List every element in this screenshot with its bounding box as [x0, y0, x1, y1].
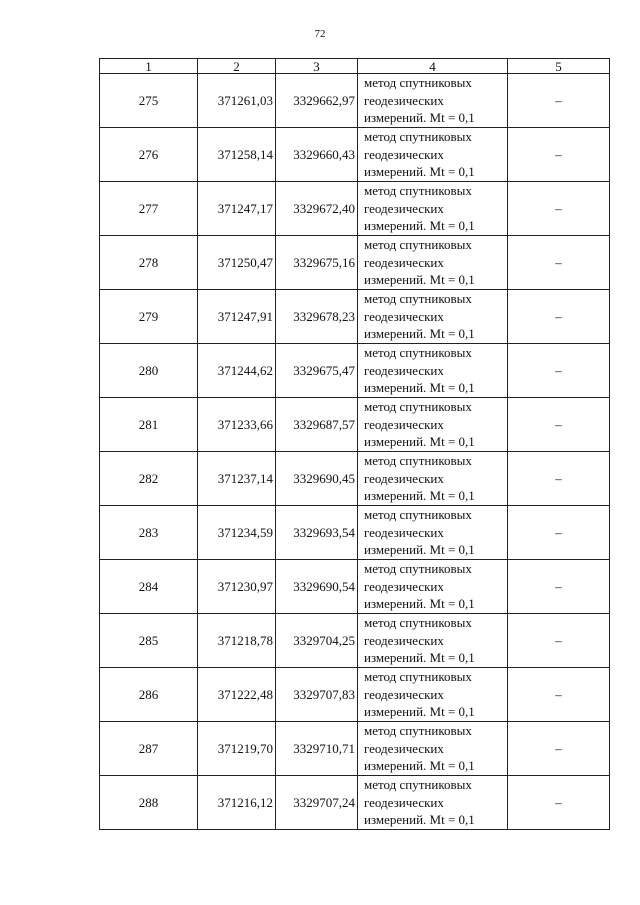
x-coordinate-cell: 371244,62 [198, 344, 276, 398]
x-coordinate-cell: 371234,59 [198, 506, 276, 560]
table-row [100, 776, 610, 830]
method-line-1: метод спутниковых [364, 291, 472, 307]
method-line-1: метод спутниковых [364, 615, 472, 631]
x-coordinate-cell: 371237,14 [198, 452, 276, 506]
table-header-row [100, 59, 610, 74]
method-cell [358, 128, 508, 182]
method-line-2: геодезических [364, 92, 444, 108]
point-number-cell: 278 [100, 236, 198, 290]
point-number-cell: 281 [100, 398, 198, 452]
point-number-cell: 285 [100, 614, 198, 668]
x-coordinate-cell: 371216,12 [198, 776, 276, 830]
column-5-cell: – [508, 344, 610, 398]
method-line-1: метод спутниковых [364, 183, 472, 199]
column-5-cell: – [508, 290, 610, 344]
method-line-1: метод спутниковых [364, 777, 472, 793]
x-coordinate-cell: 371222,48 [198, 668, 276, 722]
method-line-3: измерений. Mt = 0,1 [364, 110, 475, 126]
method-line-3: измерений. Mt = 0,1 [364, 218, 475, 234]
column-5-cell: – [508, 452, 610, 506]
point-number-cell: 280 [100, 344, 198, 398]
y-coordinate-cell: 3329678,23 [276, 290, 358, 344]
column-header-4: 4 [358, 59, 508, 74]
method-line-2: геодезических [364, 200, 444, 216]
point-number-cell: 284 [100, 560, 198, 614]
point-number-cell: 283 [100, 506, 198, 560]
y-coordinate-cell: 3329710,71 [276, 722, 358, 776]
point-number-cell: 287 [100, 722, 198, 776]
point-number-cell: 279 [100, 290, 198, 344]
table-row [100, 182, 610, 236]
method-cell [358, 236, 508, 290]
method-line-2: геодезических [364, 686, 444, 702]
method-line-1: метод спутниковых [364, 723, 472, 739]
method-line-1: метод спутниковых [364, 669, 472, 685]
column-5-cell: – [508, 74, 610, 128]
method-line-2: геодезических [364, 416, 444, 432]
method-line-1: метод спутниковых [364, 345, 472, 361]
point-number-cell: 286 [100, 668, 198, 722]
x-coordinate-cell: 371247,91 [198, 290, 276, 344]
method-line-3: измерений. Mt = 0,1 [364, 758, 475, 774]
method-line-3: измерений. Mt = 0,1 [364, 542, 475, 558]
method-line-2: геодезических [364, 362, 444, 378]
method-cell [358, 668, 508, 722]
method-line-1: метод спутниковых [364, 561, 472, 577]
y-coordinate-cell: 3329675,47 [276, 344, 358, 398]
method-line-2: геодезических [364, 632, 444, 648]
method-line-3: измерений. Mt = 0,1 [364, 488, 475, 504]
method-line-3: измерений. Mt = 0,1 [364, 326, 475, 342]
column-header-1: 1 [100, 59, 198, 74]
method-line-2: геодезических [364, 308, 444, 324]
point-number-cell: 288 [100, 776, 198, 830]
method-line-2: геодезических [364, 794, 444, 810]
x-coordinate-cell: 371247,17 [198, 182, 276, 236]
method-cell [358, 74, 508, 128]
y-coordinate-cell: 3329672,40 [276, 182, 358, 236]
method-line-3: измерений. Mt = 0,1 [364, 812, 475, 828]
column-5-cell: – [508, 236, 610, 290]
table-row [100, 290, 610, 344]
x-coordinate-cell: 371230,97 [198, 560, 276, 614]
y-coordinate-cell: 3329693,54 [276, 506, 358, 560]
column-5-cell: – [508, 614, 610, 668]
method-line-3: измерений. Mt = 0,1 [364, 164, 475, 180]
method-cell [358, 398, 508, 452]
x-coordinate-cell: 371218,78 [198, 614, 276, 668]
method-line-3: измерений. Mt = 0,1 [364, 596, 475, 612]
method-line-1: метод спутниковых [364, 237, 472, 253]
method-line-3: измерений. Mt = 0,1 [364, 272, 475, 288]
column-5-cell: – [508, 398, 610, 452]
x-coordinate-cell: 371250,47 [198, 236, 276, 290]
column-5-cell: – [508, 776, 610, 830]
point-number-cell: 275 [100, 74, 198, 128]
column-5-cell: – [508, 128, 610, 182]
page-number: 72 [314, 28, 326, 40]
method-cell [358, 344, 508, 398]
method-line-2: геодезических [364, 254, 444, 270]
column-header-2: 2 [198, 59, 276, 74]
method-cell [358, 614, 508, 668]
column-5-cell: – [508, 182, 610, 236]
column-5-cell: – [508, 668, 610, 722]
column-5-cell: – [508, 722, 610, 776]
method-cell [358, 290, 508, 344]
method-line-1: метод спутниковых [364, 507, 472, 523]
x-coordinate-cell: 371258,14 [198, 128, 276, 182]
y-coordinate-cell: 3329687,57 [276, 398, 358, 452]
y-coordinate-cell: 3329662,97 [276, 74, 358, 128]
coordinates-table [99, 58, 610, 830]
column-header-3: 3 [276, 59, 358, 74]
x-coordinate-cell: 371219,70 [198, 722, 276, 776]
y-coordinate-cell: 3329690,45 [276, 452, 358, 506]
table-row [100, 236, 610, 290]
point-number-cell: 282 [100, 452, 198, 506]
table-row [100, 398, 610, 452]
method-line-1: метод спутниковых [364, 453, 472, 469]
method-line-3: измерений. Mt = 0,1 [364, 380, 475, 396]
table-row [100, 506, 610, 560]
table-row [100, 344, 610, 398]
method-cell [358, 182, 508, 236]
column-header-5: 5 [508, 59, 610, 74]
table-row [100, 614, 610, 668]
point-number-cell: 276 [100, 128, 198, 182]
y-coordinate-cell: 3329660,43 [276, 128, 358, 182]
column-5-cell: – [508, 506, 610, 560]
method-line-2: геодезических [364, 470, 444, 486]
method-line-2: геодезических [364, 740, 444, 756]
method-cell [358, 722, 508, 776]
x-coordinate-cell: 371261,03 [198, 74, 276, 128]
y-coordinate-cell: 3329707,24 [276, 776, 358, 830]
method-line-3: измерений. Mt = 0,1 [364, 434, 475, 450]
table-body [100, 74, 610, 830]
method-line-2: геодезических [364, 146, 444, 162]
method-line-3: измерений. Mt = 0,1 [364, 704, 475, 720]
method-cell [358, 560, 508, 614]
method-cell [358, 452, 508, 506]
column-5-cell: – [508, 560, 610, 614]
method-cell [358, 506, 508, 560]
table-row [100, 452, 610, 506]
x-coordinate-cell: 371233,66 [198, 398, 276, 452]
table-row [100, 560, 610, 614]
method-line-1: метод спутниковых [364, 399, 472, 415]
method-line-1: метод спутниковых [364, 75, 472, 91]
method-cell [358, 776, 508, 830]
method-line-3: измерений. Mt = 0,1 [364, 650, 475, 666]
method-line-2: геодезических [364, 578, 444, 594]
method-line-1: метод спутниковых [364, 129, 472, 145]
method-line-2: геодезических [364, 524, 444, 540]
table-row [100, 74, 610, 128]
point-number-cell: 277 [100, 182, 198, 236]
table-row [100, 128, 610, 182]
table-row [100, 668, 610, 722]
y-coordinate-cell: 3329707,83 [276, 668, 358, 722]
y-coordinate-cell: 3329704,25 [276, 614, 358, 668]
y-coordinate-cell: 3329675,16 [276, 236, 358, 290]
y-coordinate-cell: 3329690,54 [276, 560, 358, 614]
table-row [100, 722, 610, 776]
